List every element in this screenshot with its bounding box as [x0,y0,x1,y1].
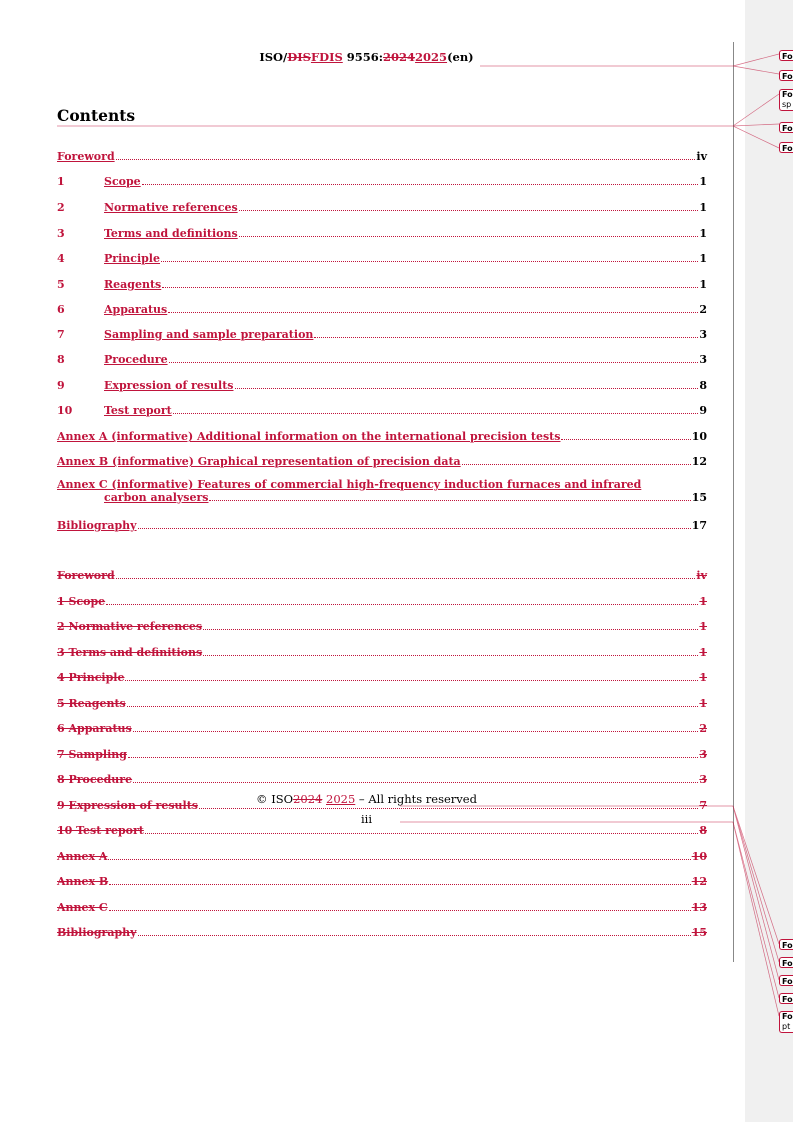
comment-balloon[interactable]: Fo sp [779,89,793,111]
toc-entry-deleted[interactable]: 4 Principle 1 [57,671,707,684]
toc-entry-deleted[interactable]: 10 Test report 8 [57,824,707,837]
comment-balloon[interactable]: Fo [779,957,793,968]
comment-balloon[interactable]: Fo [779,70,793,81]
toc-entry[interactable]: 8 Procedure 3 [57,353,707,366]
comment-balloon[interactable]: Fo [779,939,793,950]
toc-entry-deleted[interactable]: Annex A 10 [57,849,707,863]
toc-entry-deleted[interactable]: 9 Expression of results 7 [57,798,707,812]
copyright-footer: © ISO2024 2025 – All rights reserved [256,792,477,806]
comment-balloon[interactable]: Fo pt [779,1011,793,1033]
toc-entry-deleted[interactable]: 6 Apparatus 2 [57,722,707,735]
toc-entry[interactable]: 2 Normative references 1 [57,201,707,214]
toc-entry-deleted[interactable]: 7 Sampling 3 [57,747,707,761]
toc-entry-annex-c[interactable]: Annex C (informative) Features of commercial high-frequency induction furnaces and infrared carbon analysers 15 [57,478,707,504]
comment-balloon[interactable]: Fo [779,975,793,986]
toc-entry[interactable]: 10 Test report 9 [57,404,707,417]
comment-balloon[interactable]: Fo [779,50,793,61]
toc-entry-deleted[interactable]: Annex C 13 [57,900,707,914]
toc-entry[interactable]: 5 Reagents 1 [57,278,707,291]
deleted-year: 2024 [383,50,416,64]
toc-entry[interactable]: Annex A (informative) Additional information on the international precision tests 10 [57,430,707,443]
page-number: iii [360,812,373,826]
toc-entry-deleted[interactable]: 5 Reagents 1 [57,696,707,710]
document-header: ISO/DISFDIS 9556:20242025(en) [259,50,474,64]
inserted-stage: FDIS [310,50,343,64]
toc-entry[interactable]: 7 Sampling and sample preparation 3 [57,328,707,341]
toc-entry[interactable]: 6 Apparatus 2 [57,303,707,316]
deleted-stage: DIS [287,50,311,64]
toc-entry[interactable]: 9 Expression of results 8 [57,379,707,392]
comment-balloon[interactable]: Fo [779,142,793,153]
toc-entry-deleted[interactable]: Bibliography 15 [57,926,707,939]
toc-entry[interactable]: 3 Terms and definitions 1 [57,227,707,240]
toc-entry-deleted[interactable]: Foreword iv [57,569,707,582]
toc-entry-deleted[interactable]: 8 Procedure 3 [57,773,707,786]
toc-entry-deleted[interactable]: Annex B 12 [57,875,707,888]
toc-entry-deleted[interactable]: 1 Scope 1 [57,594,707,608]
toc-entry-bibliography[interactable]: Bibliography 17 [57,519,707,532]
toc-entry[interactable]: Annex B (informative) Graphical representation of precision data 12 [57,455,707,468]
toc-entry[interactable]: 1 Scope 1 [57,175,707,188]
page-title: Contents [57,106,136,125]
comment-balloon[interactable]: Fo [779,993,793,1004]
toc-entry-deleted[interactable]: 3 Terms and definitions 1 [57,645,707,659]
toc-entry[interactable]: 4 Principle 1 [57,252,707,265]
toc-entry[interactable]: Foreword iv [57,150,707,163]
comment-balloon[interactable]: Fo [779,122,793,133]
inserted-year: 2025 [415,50,448,64]
toc-entry-deleted[interactable]: 2 Normative references 1 [57,620,707,633]
